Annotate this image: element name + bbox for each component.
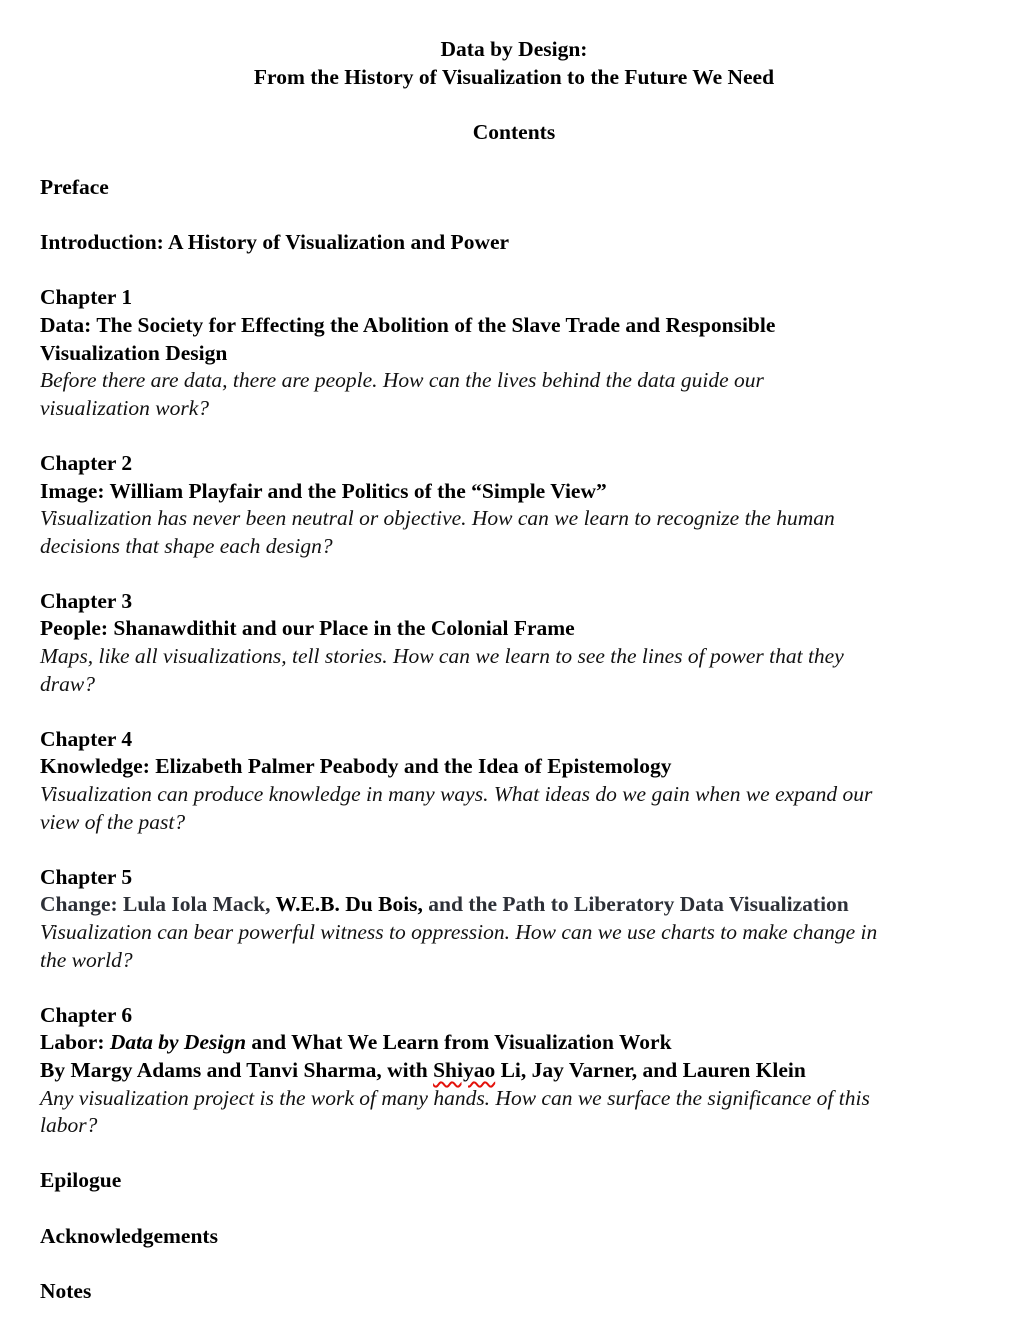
text-segment: Data by Design [109,1030,247,1055]
blank-line [40,1250,988,1278]
chapter-block-2 [40,450,988,560]
text-segment: People: Shanawdithit and our Place in the Colonial Frame [40,616,575,641]
chapter-description-line: the world? [40,947,133,972]
chapter-description-line: Visualization can bear powerful witness to oppression. How can we use charts to make change in [40,920,878,944]
toc-entry-preface: Preface [40,174,109,199]
blank-line [40,560,988,588]
chapter-description-line: decisions that shape each design? [40,533,333,558]
blank-line [40,698,988,726]
chapter-title-line [40,615,988,643]
chapter-title-line [40,891,988,919]
chapter-title-line [40,312,988,340]
text-segment: Knowledge: Elizabeth Palmer Peabody and the Idea of Epistemology [40,754,672,779]
text-segment: Image: William Playfair and the Politics of the “Simple View” [40,478,607,503]
blank-line [40,1140,988,1168]
blank-line [40,974,988,1002]
blank-line [40,146,988,174]
chapter-list [40,284,988,1167]
chapter-description-line: Maps, like all visualizations, tell stories. How can we learn to see the lines of power that they [40,644,844,669]
chapter-description-line: labor? [40,1113,98,1138]
blank-line [40,91,988,119]
document-title-line-1: Data by Design: [440,37,588,61]
chapter-description-line: draw? [40,671,95,696]
text-segment: and What We Learn from Visualization Work [246,1030,672,1055]
chapter-label: Chapter 1 [40,285,133,310]
text-segment: Li, Jay Varner, and Lauren Klein [495,1057,806,1082]
text-segment: and the Path to Liberatory Data Visualization [422,892,849,917]
chapter-title-line [40,478,988,506]
chapter-block-5 [40,864,988,974]
text-segment: Visualization Design [40,340,228,365]
toc-entry-acknowledgements: Acknowledgements [40,1223,218,1248]
misspelled-word: Shiyao [433,1057,496,1082]
text-segment: Data: The Society for Effecting the Abolition of the Slave Trade and Responsible [40,312,776,337]
chapter-description-line: Visualization has never been neutral or objective. How can we learn to recognize the human [40,506,835,531]
chapter-title-line [40,1057,988,1085]
chapter-description-line: visualization work? [40,395,210,420]
toc-entry-introduction: Introduction: A History of Visualization and Power [40,230,510,255]
toc-entry-epilogue: Epilogue [40,1168,122,1193]
chapter-label: Chapter 4 [40,726,133,751]
chapter-description-line: Before there are data, there are people. How can the lives behind the data guide our [40,368,764,393]
chapter-label: Chapter 2 [40,450,133,475]
chapter-label: Chapter 5 [40,864,133,889]
text-segment: By Margy Adams and Tanvi Sharma, with [40,1057,434,1082]
chapter-description-line: Visualization can produce knowledge in many ways. What ideas do we gain when we expand our [40,782,873,807]
chapter-title-line [40,753,988,781]
toc-entry-notes: Notes [40,1278,92,1303]
chapter-title-line [40,340,988,368]
blank-line [40,257,988,285]
chapter-description-line: Any visualization project is the work of many hands. How can we surface the significance of this [40,1085,870,1110]
chapter-label: Chapter 3 [40,588,133,613]
chapter-title-line [40,1029,988,1057]
chapter-block-3 [40,588,988,698]
chapter-block-1 [40,284,988,422]
blank-line [40,1195,988,1223]
blank-line [40,422,988,450]
text-segment: Labor: [40,1030,110,1055]
blank-line [40,202,988,230]
blank-line [40,836,988,864]
chapter-description-line: view of the past? [40,809,186,834]
chapter-block-6 [40,1002,988,1140]
document-title-line-2: From the History of Visualization to the Future We Need [253,64,775,89]
text-segment: Change: Lula Iola Mack, [40,892,276,917]
chapter-block-4 [40,726,988,836]
text-segment: W.E.B. Du Bois, [275,892,423,917]
contents-heading: Contents [472,119,556,144]
chapter-label: Chapter 6 [40,1002,133,1027]
